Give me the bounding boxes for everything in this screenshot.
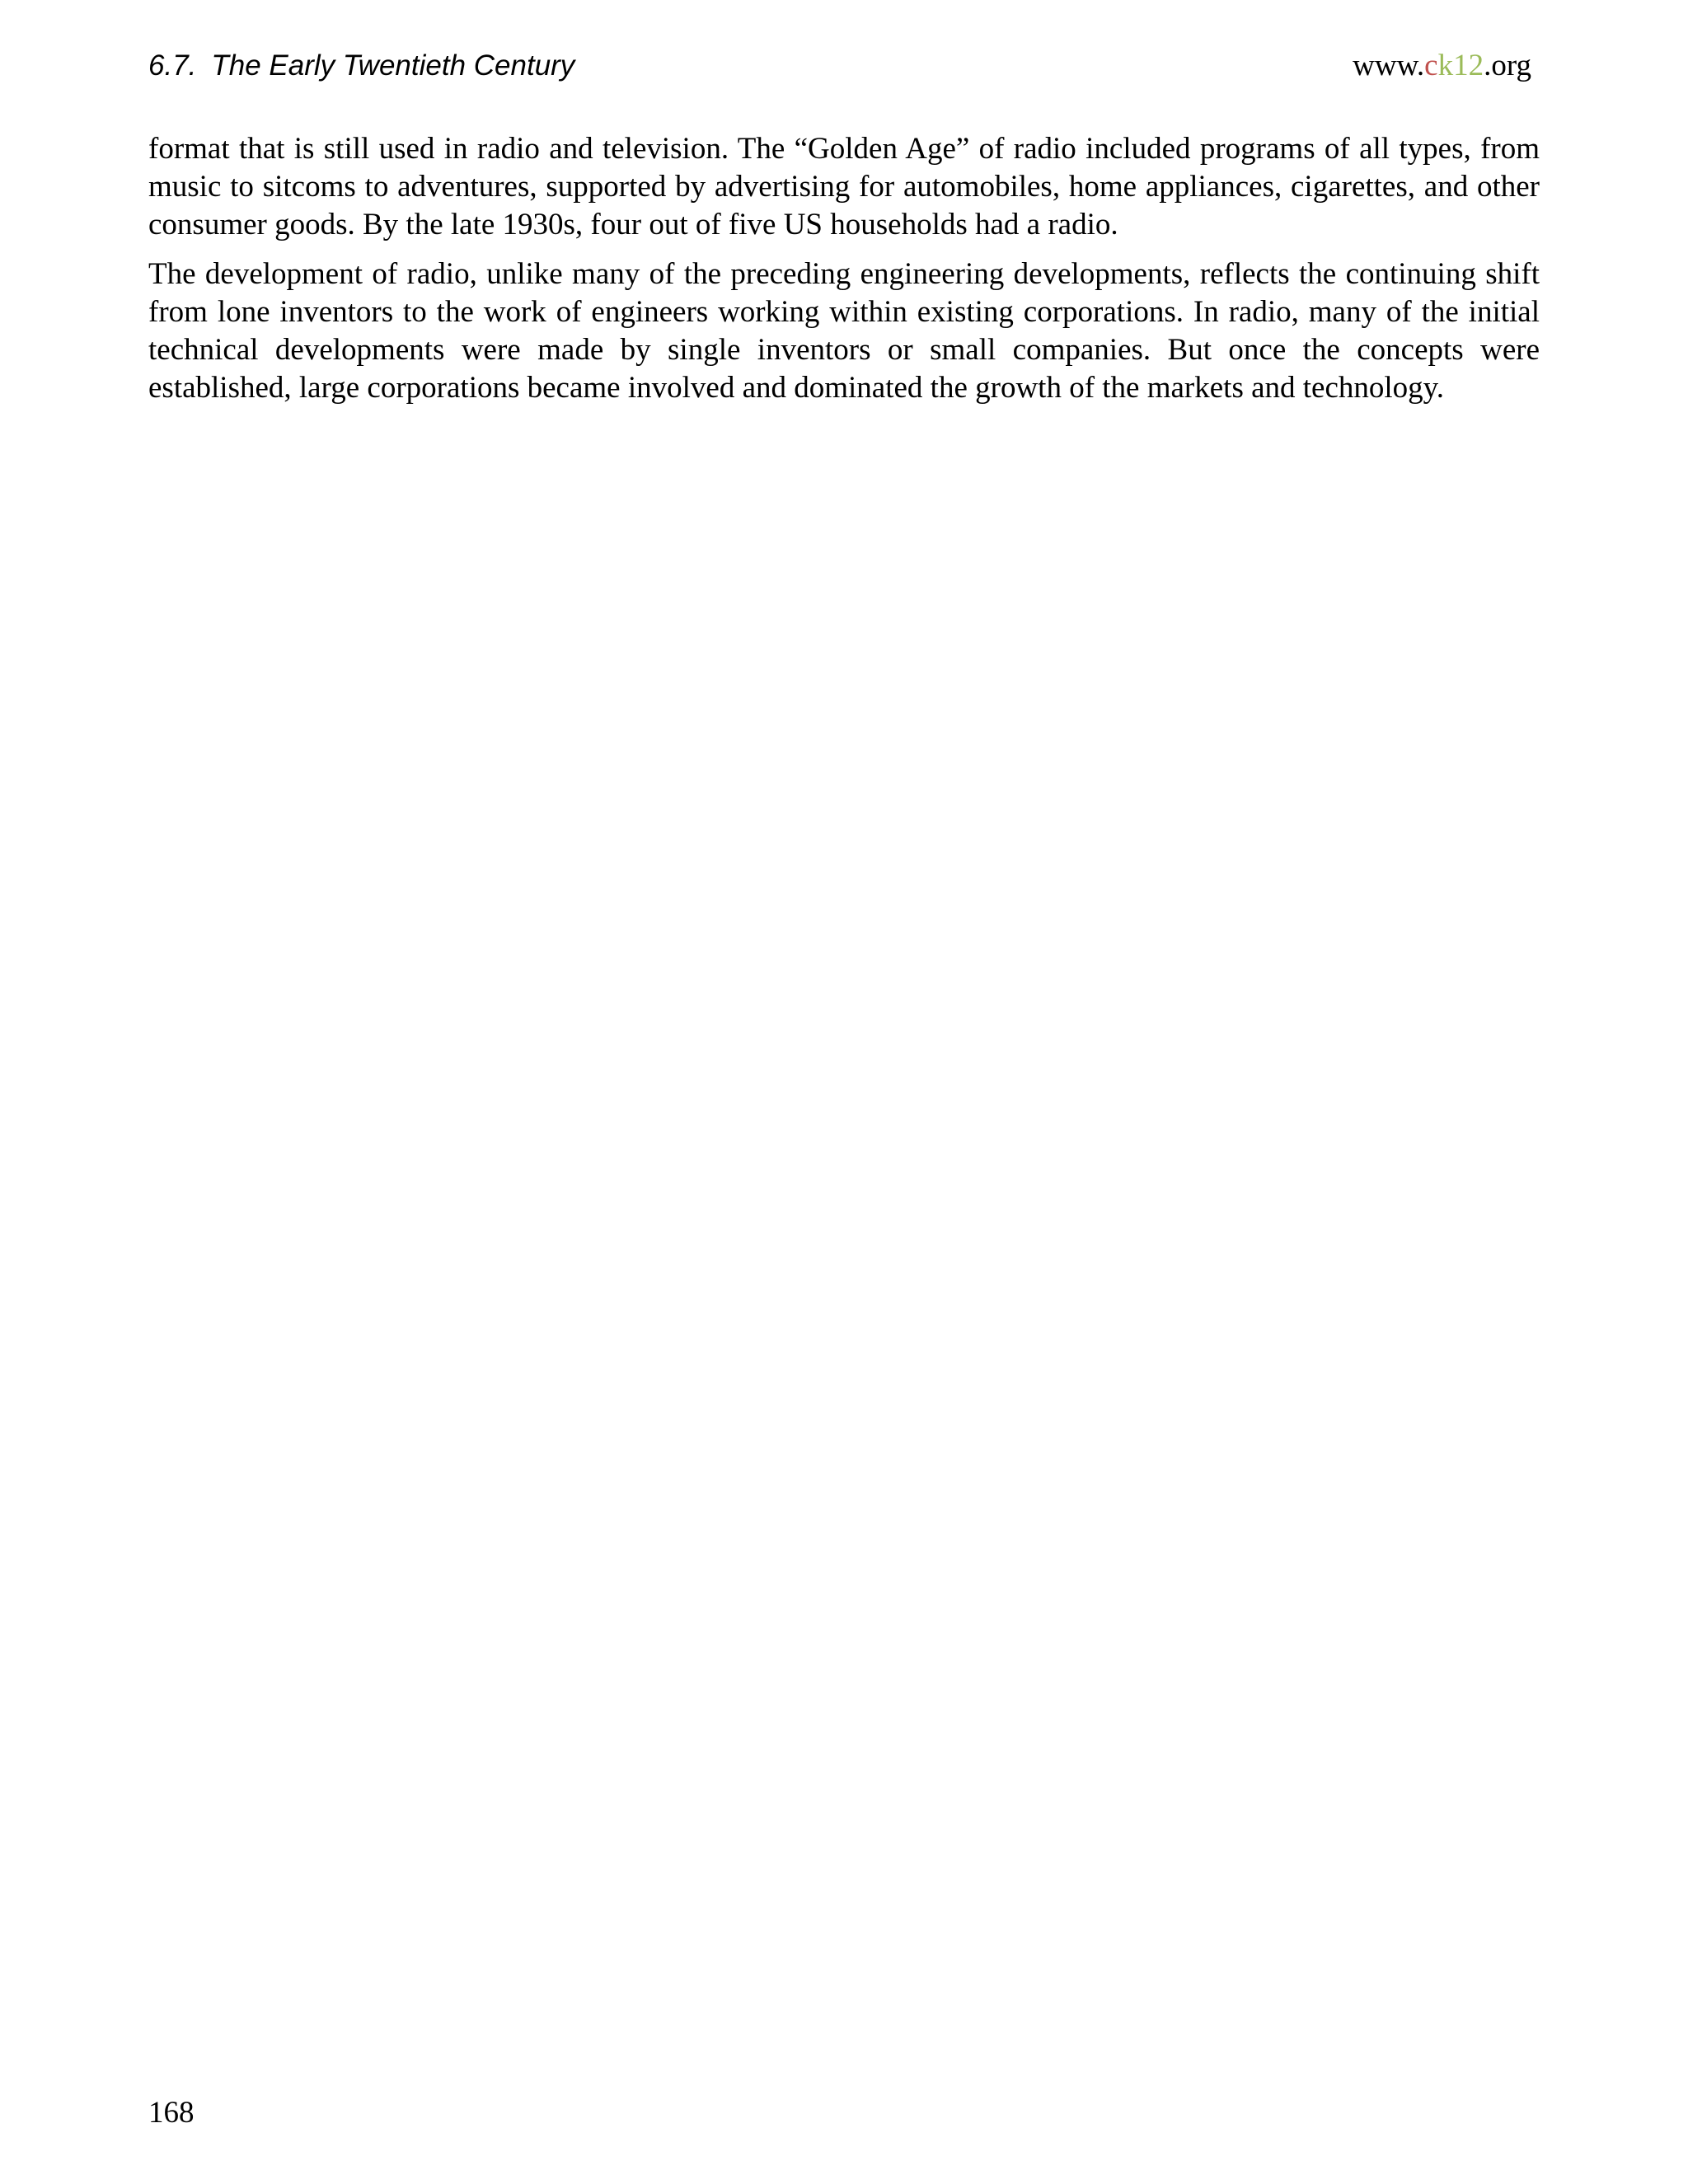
site-url-prefix: www. <box>1353 49 1425 82</box>
section-title: The Early Twentieth Century <box>211 49 575 82</box>
site-brand-k: k <box>1437 49 1454 82</box>
site-brand-12: 12 <box>1453 49 1484 82</box>
paragraph-2: The development of radio, unlike many of the preceding engineering developments, reflects the continuing shift from lone inventors to the work of engineers working within existing corporations. In radio, many of the initial technical developments were made by single inventors or small companies. But once the concepts were established, large corporations became involved and dominated the growth of the markets and technology. <box>148 257 1540 405</box>
paragraph-1: format that is still used in radio and television. The “Golden Age” of radio included programs of all types, from music to sitcoms to adventures, supported by advertising for automobiles, home appliances, cigarettes, and other consumer goods. By the late 1930s, four out of five US households had a radio. <box>148 132 1540 241</box>
site-url-suffix: .org <box>1484 49 1531 82</box>
section-number: 6.7. <box>148 49 197 82</box>
body-text <box>148 130 1540 419</box>
page-number: 168 <box>148 2096 195 2130</box>
section-heading <box>148 46 574 86</box>
running-header <box>148 46 1540 91</box>
site-brand-c: c <box>1424 49 1438 82</box>
site-url[interactable] <box>1353 46 1531 86</box>
